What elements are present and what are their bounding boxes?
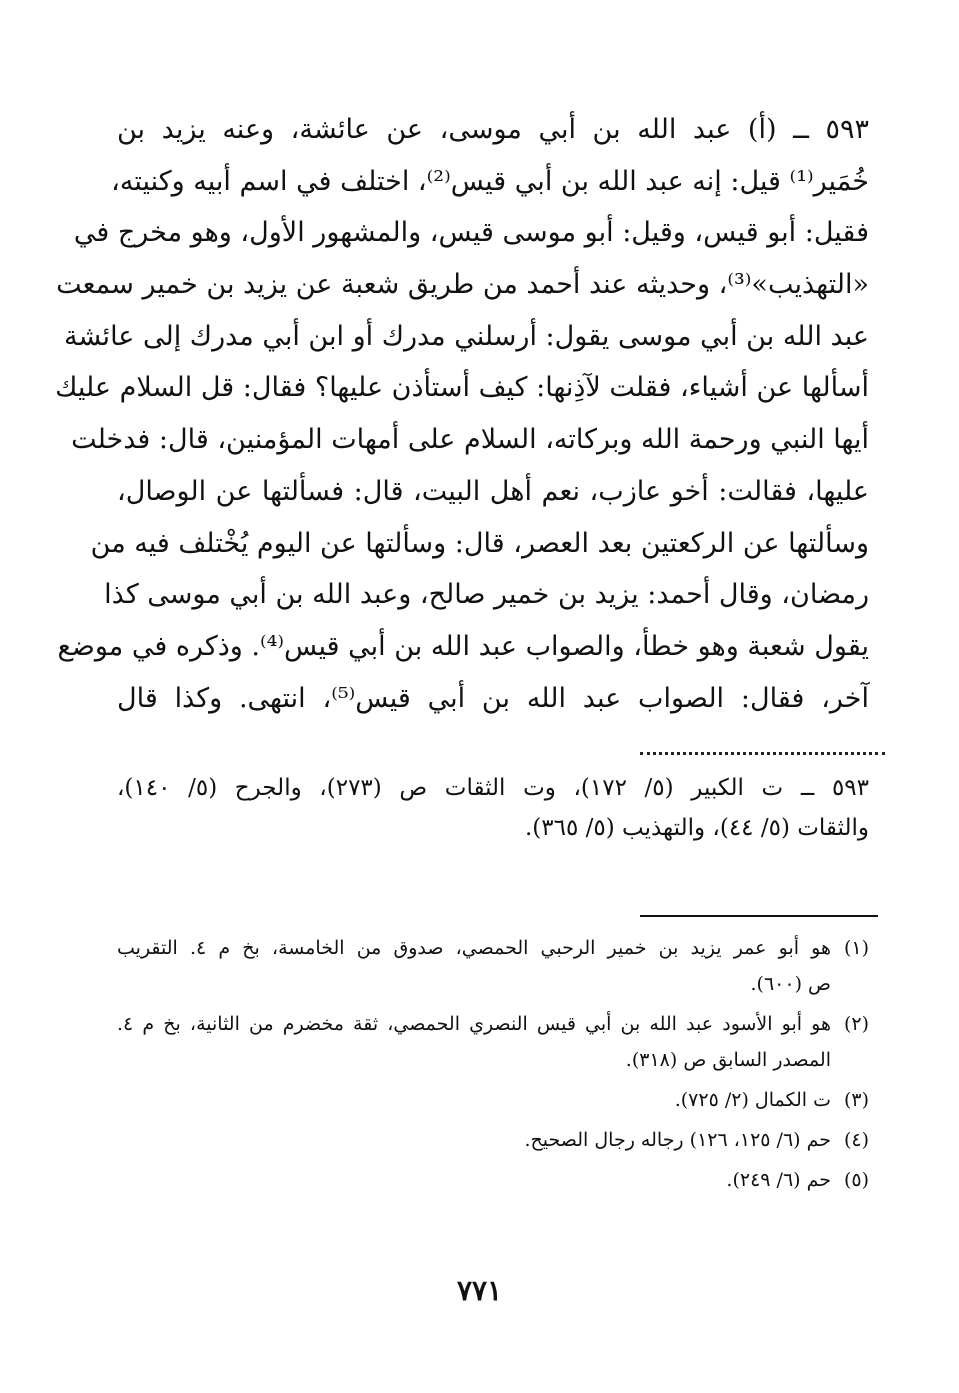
footnote-number: (٤) [843, 1129, 869, 1151]
footnote-number: (٢) [843, 1013, 869, 1035]
footnote-text [117, 1006, 831, 1078]
main-text-line: خُمَير⁽¹⁾ قيل: إنه عبد الله بن أبي قيس⁽²⁾، اختلف في اسم أبيه وكنيته، [111, 165, 869, 197]
footnote-line: ص (٦٠٠). [750, 973, 831, 995]
footnote-text [117, 1082, 831, 1118]
main-text-line: عليها، فقالت: أخو عازب، نعم أهل البيت، قال: فسألتها عن الوصال، [117, 475, 869, 507]
page-number: ٧٧١ [456, 1274, 503, 1307]
footnote-item [117, 1122, 869, 1158]
footnote-number: (١) [843, 937, 869, 959]
footnote-line: المصدر السابق ص (٣١٨). [625, 1049, 831, 1071]
source-note-line: ٥٩٣ ــ ت الكبير (٥/ ١٧٢)، وت الثقات ص (٢٧٣)، والجرح (٥/ ١٤٠)، [117, 775, 869, 801]
main-text-line: وسألتها عن الركعتين بعد العصر، قال: وسألتها عن اليوم يُخْتلف فيه من [90, 527, 869, 559]
main-text-line: يقول شعبة وهو خطأ، والصواب عبد الله بن أبي قيس⁽⁴⁾. وذكره في موضع [57, 630, 869, 662]
footnote-text [117, 930, 831, 1002]
footnote-item [117, 930, 869, 1002]
main-text-line: عبد الله بن أبي موسى يقول: أرسلني مدرك أو ابن أبي مدرك إلى عائشة [64, 320, 869, 352]
footnotes [117, 930, 869, 1202]
main-text-line: آخر، فقال: الصواب عبد الله بن أبي قيس⁽⁵⁾، انتهى. وكذا قال [117, 682, 869, 714]
footnote-line: حم (٦/ ٢٤٩). [726, 1169, 831, 1191]
main-text-line: أيها النبي ورحمة الله وبركاته، السلام على أمهات المؤمنين، قال: فدخلت [71, 424, 869, 456]
footnote-number: (٣) [843, 1089, 869, 1111]
footnote-line: حم (٦/ ١٢٥، ١٢٦) رجاله رجال الصحيح. [524, 1129, 831, 1151]
main-text-line: «التهذيب»⁽³⁾، وحديثه عند أحمد من طريق شعبة عن يزيد بن خمير سمعت [56, 269, 869, 301]
footnote-line: هو أبو عمر يزيد بن خمير الرحبي الحمصي، صدوق من الخامسة، بخ م ٤. التقريب [117, 937, 831, 959]
source-note-line: والثقات (٥/ ٤٤)، والتهذيب (٥/ ٣٦٥). [524, 815, 869, 841]
main-text-line: ٥٩٣ ــ (أ) عبد الله بن أبي موسى، عن عائشة، وعنه يزيد بن [117, 114, 869, 145]
footnote-item [117, 1082, 869, 1118]
footnote-number: (٥) [843, 1169, 869, 1191]
footnote-text [117, 1162, 831, 1198]
footnote-rule [640, 915, 878, 917]
footnote-line: ت الكمال (٢/ ٧٢٥). [674, 1089, 831, 1111]
main-text-line: رمضان، وقال أحمد: يزيد بن خمير صالح، وعبد الله بن أبي موسى كذا [104, 579, 869, 611]
footnote-text [117, 1122, 831, 1158]
main-text-block [55, 104, 869, 724]
dotted-separator [640, 742, 885, 755]
main-text-line: فقيل: أبو قيس، وقيل: أبو موسى قيس، والمشهور الأول، وهو مخرج في [73, 217, 869, 249]
footnote-item [117, 1006, 869, 1078]
footnote-item [117, 1162, 869, 1198]
main-text-line: أسألها عن أشياء، فقلت لآذِنها: كيف أستأذن عليها؟ فقال: قل السلام عليك [55, 372, 869, 404]
footnote-line: هو أبو الأسود عبد الله بن أبي قيس النصري الحمصي، ثقة مخضرم من الثانية، بخ م ٤. [117, 1013, 831, 1035]
source-note [117, 768, 869, 848]
